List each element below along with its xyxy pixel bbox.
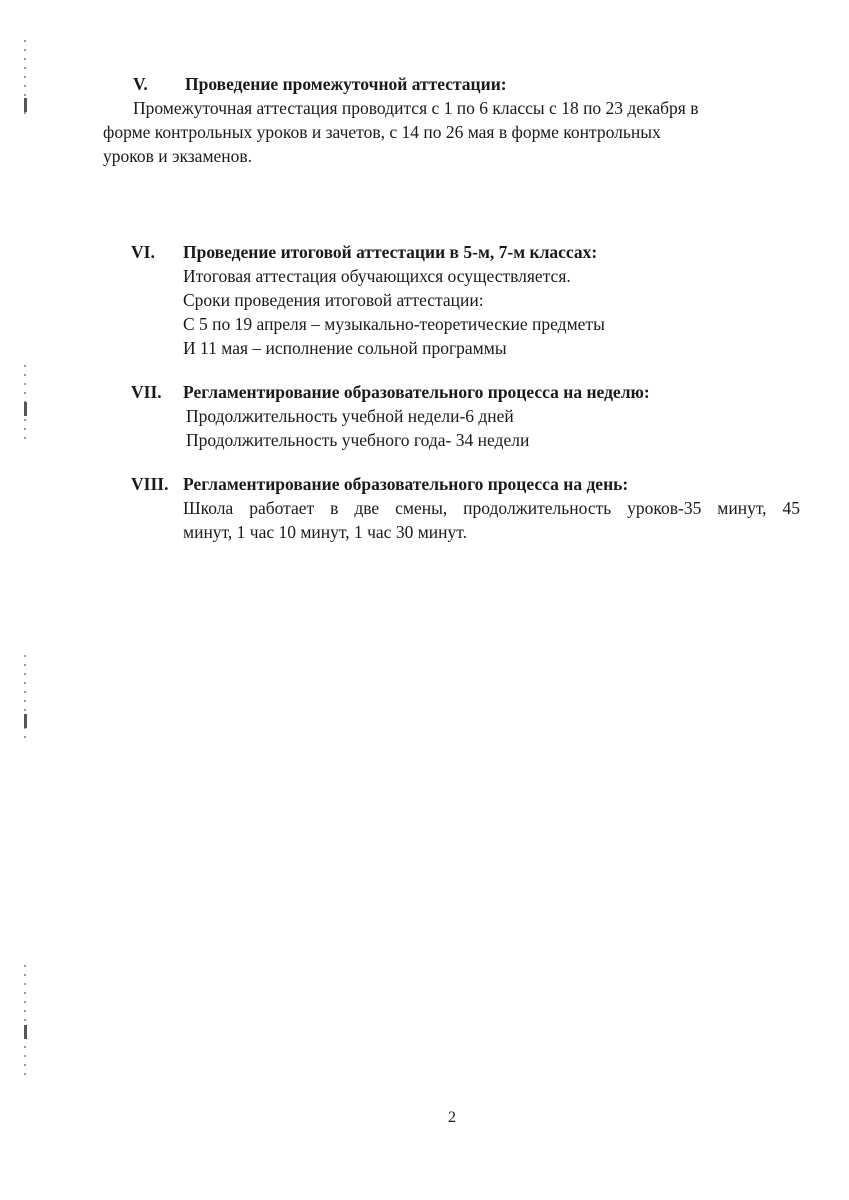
section-text-line: форме контрольных уроков и зачетов, с 14 по 26 мая в форме контрольных (103, 122, 661, 142)
section-text-line: Сроки проведения итоговой аттестации: (183, 290, 484, 310)
section-text-line: Продолжительность учебной недели-6 дней (186, 406, 514, 426)
section-number: VII. (131, 382, 162, 402)
section-title: Регламентирование образовательного процесса на неделю: (183, 382, 650, 402)
section-number: VIII. (131, 474, 169, 494)
binder-tick-mark (24, 98, 27, 112)
section-text-line: И 11 мая – исполнение сольной программы (183, 338, 507, 358)
section-text-line: Школа работает в две смены, продолжительность уроков-35 минут, 45 (183, 498, 800, 518)
section-title: Проведение итоговой аттестации в 5-м, 7-м классах: (183, 242, 598, 262)
section-title: Регламентирование образовательного процесса на день: (183, 474, 629, 494)
section-number: V. (133, 74, 148, 94)
section-text-line: Итоговая аттестация обучающихся осуществляется. (183, 266, 571, 286)
page-number: 2 (448, 1109, 456, 1126)
section-text-line: Продолжительность учебного года- 34 недели (186, 430, 530, 450)
binder-edge-mark (24, 965, 26, 1075)
section-number: VI. (131, 242, 155, 262)
binder-tick-mark (24, 714, 27, 728)
binder-tick-mark (24, 1025, 27, 1039)
binder-edge-mark (24, 655, 26, 745)
binder-tick-mark (24, 402, 27, 416)
section-title: Проведение промежуточной аттестации: (185, 74, 507, 94)
section-text-line: С 5 по 19 апреля – музыкально-теоретические предметы (183, 314, 605, 334)
section-text-line: Промежуточная аттестация проводится с 1 по 6 классы с 18 по 23 декабря в (133, 98, 699, 118)
section-text-line: уроков и экзаменов. (103, 146, 253, 166)
section-text-line: минут, 1 час 10 минут, 1 час 30 минут. (183, 522, 467, 542)
